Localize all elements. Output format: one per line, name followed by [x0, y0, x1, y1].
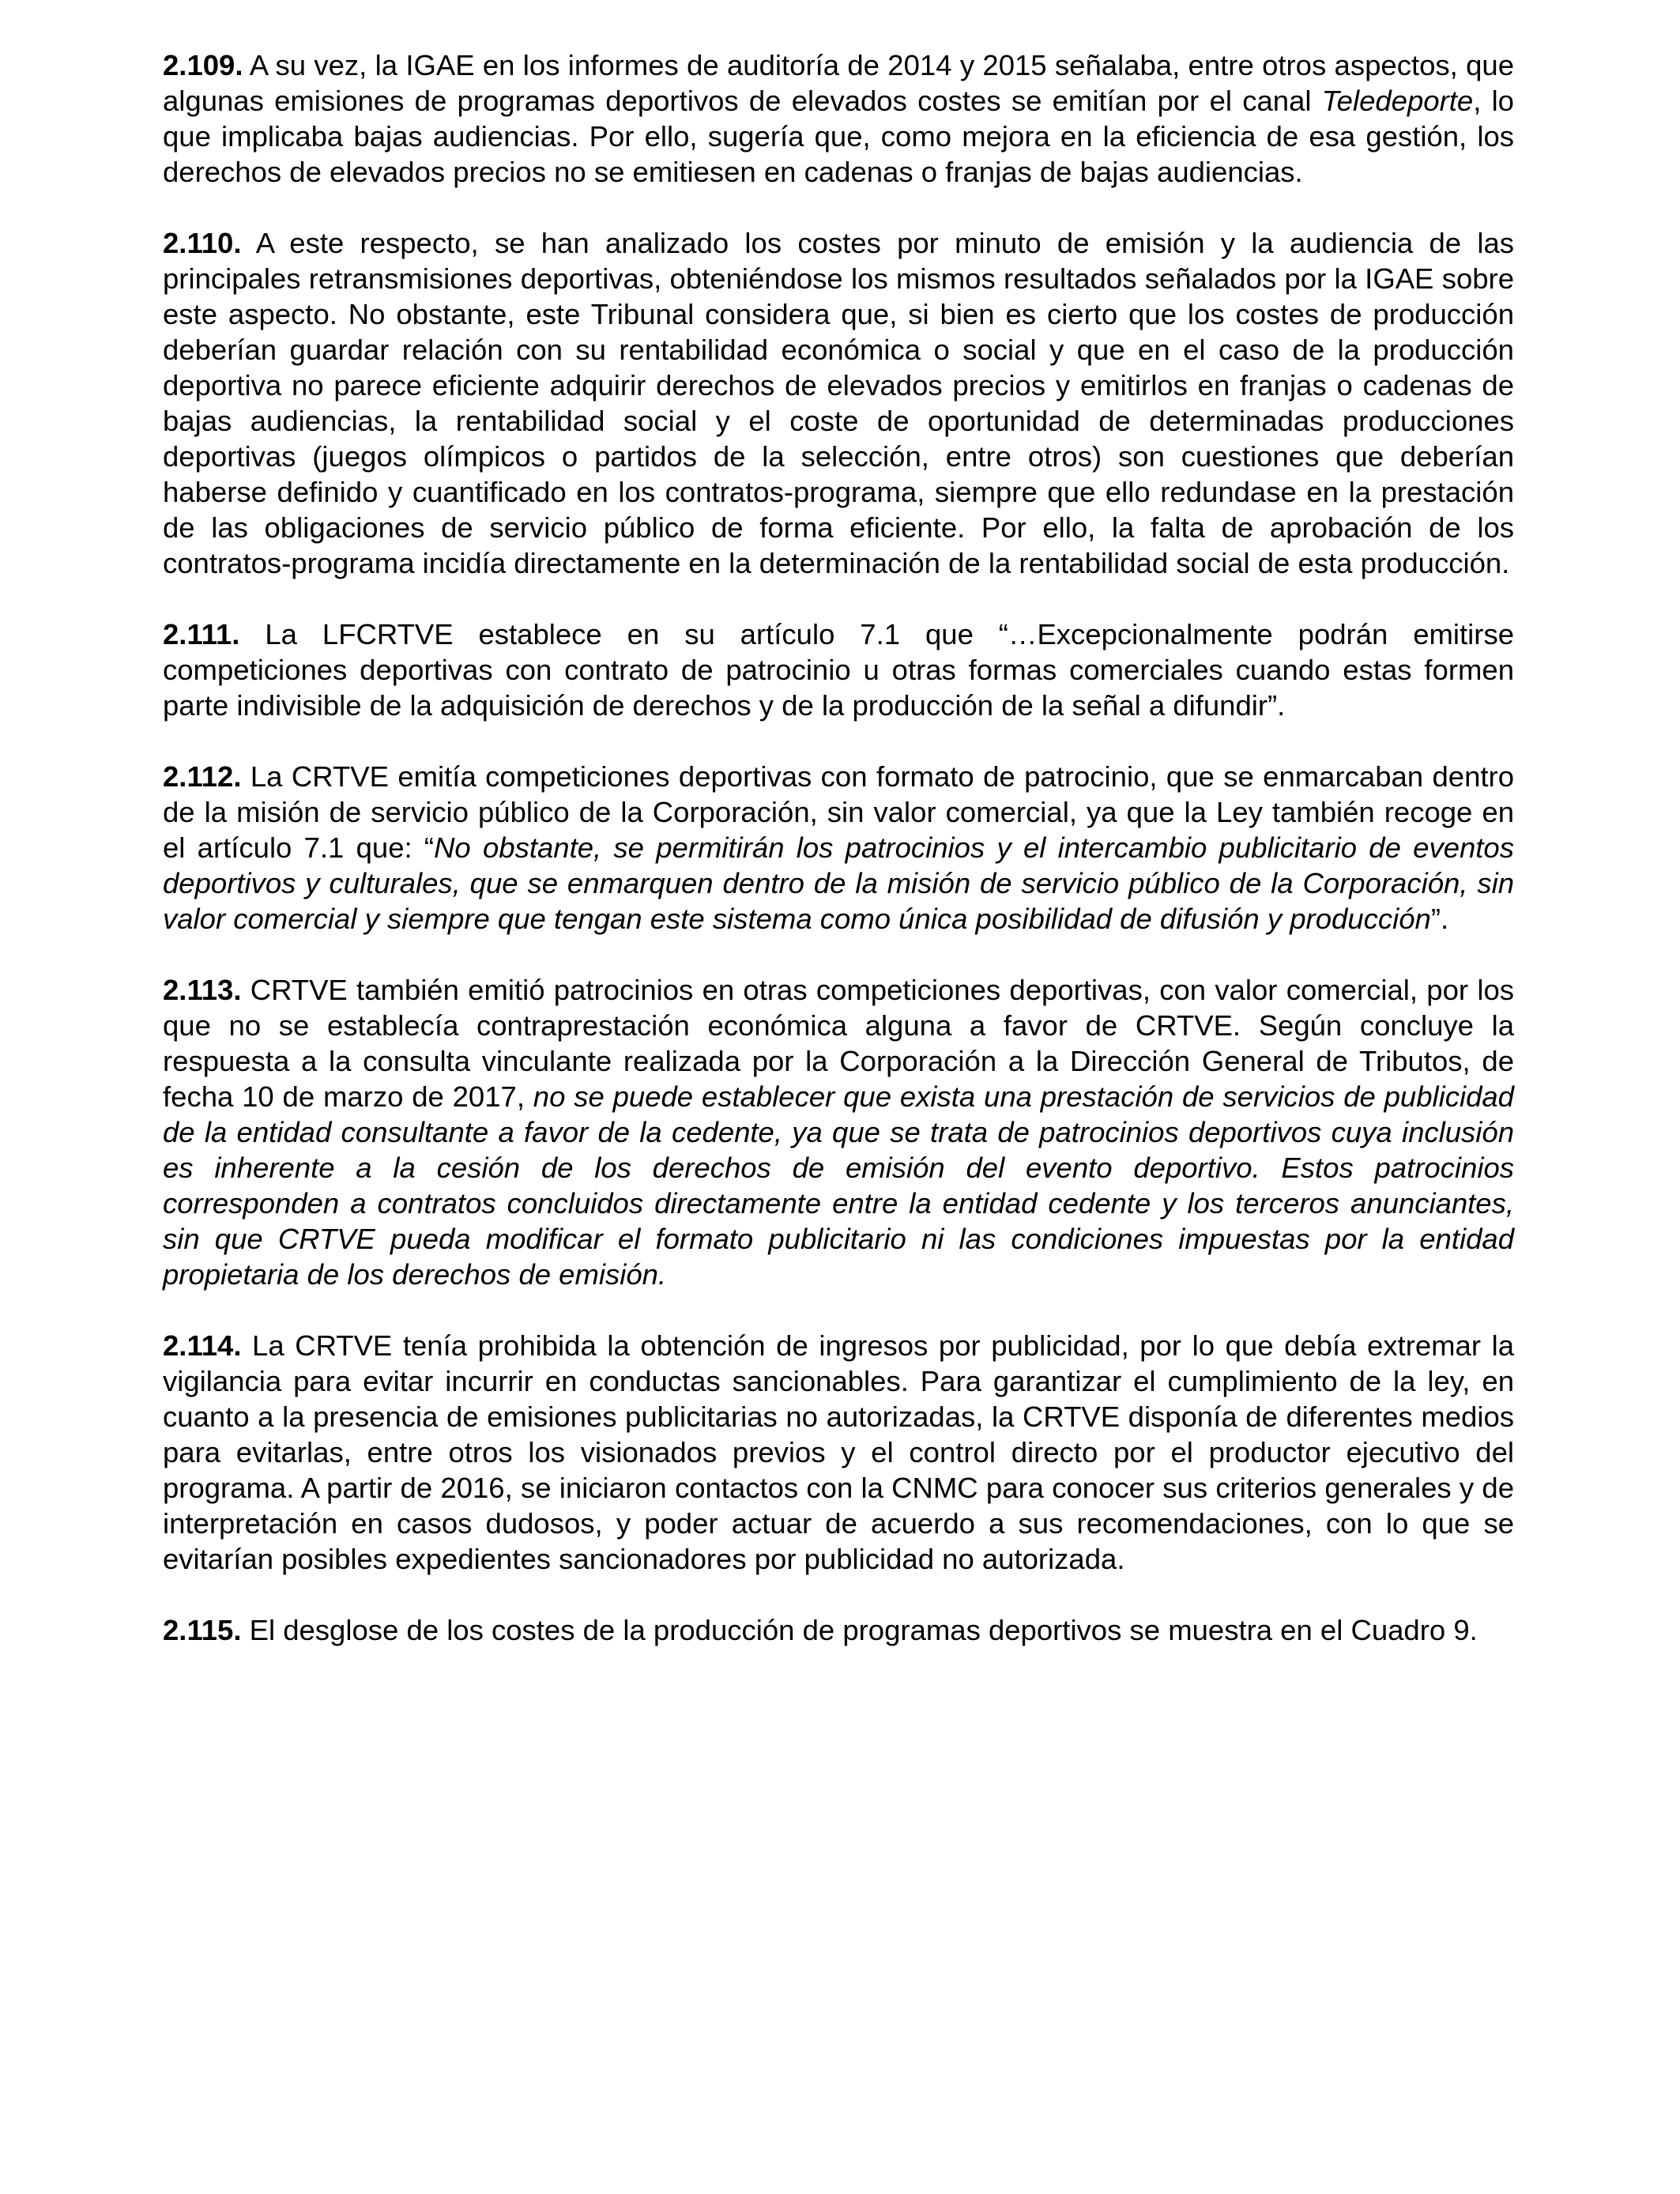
- paragraph-text: El desglose de los costes de la producción de programas deportivos se muestra en el Cuadro 9.: [241, 1614, 1478, 1646]
- paragraph-text: A su vez, la IGAE en los informes de auditoría de 2014 y 2015 señalaba, entre otros aspectos, que algunas emisiones de programas deportivos de elevados costes se emitían por el canal: [163, 49, 1514, 117]
- paragraph-number: 2.112.: [163, 760, 242, 793]
- paragraph-number: 2.109.: [163, 49, 243, 81]
- paragraph-text: A este respecto, se han analizado los costes por minuto de emisión y la audiencia de las principales retransmisiones deportivas, obteniéndose los mismos resultados señalados por la IGAE sobre este aspecto. No obstante, este Tribunal considera que, si bien es cierto que los costes de producción deberían guardar relación con su rentabilidad económica o social y que en el caso de la producción deportiva no parece eficiente adquirir derechos de elevados precios y emitirlos en franjas o cadenas de bajas audiencias, la rentabilidad social y el coste de oportunidad de determinadas producciones deportivas (juegos olímpicos o partidos de la selección, entre otros) son cuestiones que deberían haberse definido y cuantificado en los contratos-programa, siempre que ello redundase en la prestación de las obligaciones de servicio público de forma eficiente. Por ello, la falta de aprobación de los contratos-programa incidía directamente en la determinación de la rentabilidad social de esta producción.: [163, 227, 1514, 579]
- paragraph-text: La CRTVE tenía prohibida la obtención de ingresos por publicidad, por lo que debía extremar la vigilancia para evitar incurrir en conductas sancionables. Para garantizar el cumplimiento de la ley, en cuanto a la presencia de emisiones publicitarias no autorizadas, la CRTVE disponía de diferentes medios para evitarlas, entre otros los visionados previos y el control directo por el productor ejecutivo del programa. A partir de 2016, se iniciaron contactos con la CNMC para conocer sus criterios generales y de interpretación en casos dudosos, y poder actuar de acuerdo a sus recomendaciones, con lo que se evitarían posibles expedientes sancionadores por publicidad no autorizada.: [163, 1329, 1514, 1575]
- paragraph-2-109: [163, 47, 1514, 190]
- document-page: [163, 47, 1514, 1683]
- paragraph-2-110: [163, 225, 1514, 581]
- paragraph-italic-text: no se puede establecer que exista una prestación de servicios de publicidad de la entidad consultante a favor de la cedente, ya que se trata de patrocinios deportivos cuya inclusión es inherente a la cesión de los derechos de emisión del evento deportivo. Estos patrocinios corresponden a contratos concluidos directamente entre la entidad cedente y los terceros anunciantes, sin que CRTVE pueda modificar el formato publicitario ni las condiciones impuestas por la entidad propietaria de los derechos de emisión.: [163, 1080, 1514, 1291]
- paragraph-italic-text: Teledeporte: [1321, 85, 1474, 117]
- paragraph-2-114: [163, 1328, 1514, 1577]
- paragraph-2-115: [163, 1612, 1514, 1648]
- paragraph-2-113: [163, 972, 1514, 1292]
- paragraph-number: 2.110.: [163, 227, 242, 259]
- paragraph-2-111: [163, 616, 1514, 723]
- paragraph-number: 2.115.: [163, 1614, 242, 1646]
- paragraph-text: La CRTVE emitía competiciones deportivas con formato de patrocinio, que se enmarcaban dentro de la misión de servicio público de la Corporación, sin valor comercial, ya que la Ley también recoge en el artículo 7.1 que: “: [163, 760, 1514, 864]
- paragraph-number: 2.113.: [163, 974, 242, 1006]
- paragraph-text: ”.: [1430, 903, 1449, 935]
- paragraph-text: , lo que implicaba bajas audiencias. Por ello, sugería que, como mejora en la eficiencia de esa gestión, los derechos de elevados precios no se emitiesen en cadenas o franjas de bajas audiencias.: [163, 85, 1514, 188]
- paragraph-number: 2.114.: [163, 1329, 242, 1362]
- paragraph-text: La LFCRTVE establece en su artículo 7.1 que “…Excepcionalmente podrán emitirse competiciones deportivas con contrato de patrocinio u otras formas comerciales cuando estas formen parte indivisible de la adquisición de derechos y de la producción de la señal a difundir”.: [163, 618, 1514, 722]
- paragraph-number: 2.111.: [163, 618, 240, 650]
- paragraph-text: CRTVE también emitió patrocinios en otras competiciones deportivas, con valor comercial, por los que no se establecía contraprestación económica alguna a favor de CRTVE. Según concluye la respuesta a la consulta vinculante realizada por la Corporación a la Dirección General de Tributos, de fecha 10 de marzo de 2017,: [163, 974, 1514, 1113]
- paragraph-italic-text: No obstante, se permitirán los patrocinios y el intercambio publicitario de eventos deportivos y culturales, que se enmarquen dentro de la misión de servicio público de la Corporación, sin valor comercial y siempre que tengan este sistema como única posibilidad de difusión y producción: [163, 831, 1514, 935]
- paragraph-2-112: [163, 759, 1514, 937]
